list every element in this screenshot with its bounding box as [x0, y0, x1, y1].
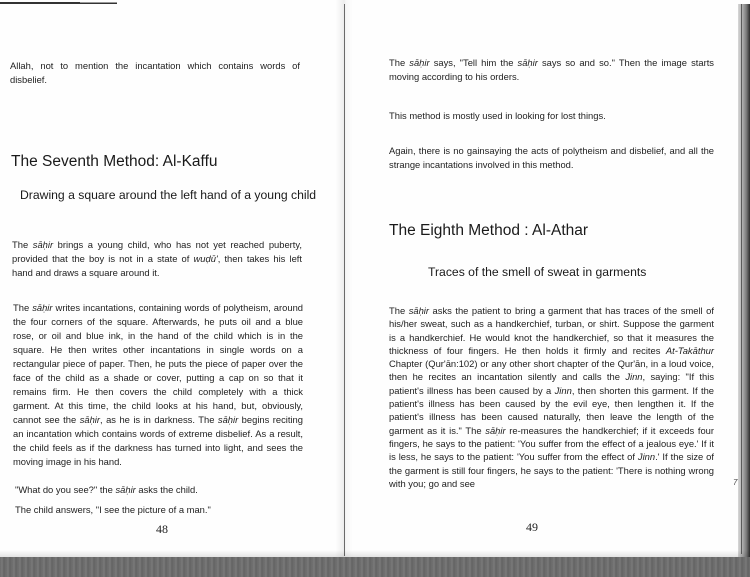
- page-edge: [741, 4, 742, 554]
- paragraph-text: [12, 238, 302, 280]
- paragraph: [389, 109, 714, 123]
- text-run: , saying: "If this patient's illness has been caused by a: [389, 371, 715, 396]
- text-run: asks the patient to bring a garment that has traces of the smell of his/her sweat, such as a handkerchief, turban, or shirt. Suppose the garment is a handkerchief. He would knot the handkerchief, so that it measures the thickness of four fingers. He then holds it firmly and recites: [389, 305, 714, 356]
- section-heading: The Eighth Method : Al-Athar: [389, 222, 589, 239]
- text-run: says so and so." Then the image starts moving according to his orders.: [389, 57, 714, 82]
- italic-term: At-Takāthur: [665, 344, 714, 356]
- page-number: 49: [526, 520, 538, 534]
- paragraph: [15, 503, 305, 517]
- paragraph: [12, 238, 302, 280]
- text-run: This method is mostly used in looking for lost things.: [389, 110, 606, 121]
- section-subheading: Traces of the smell of sweat in garments: [428, 265, 647, 279]
- text-run: re-measures the handkerchief; if it exceeds four fingers, he says to the patient: 'You suffer from the effect of a jealous eye.' If it is less, he says to the patient: 'You suffer from the effect of: [389, 424, 714, 463]
- italic-term: sāḥir: [79, 414, 101, 425]
- top-rule-thin: [80, 2, 117, 3]
- paragraph: [389, 144, 714, 172]
- text-run: Chapter (Qur'ān:102) or any other short chapter of the Qur'ān, in a loud voice, then he recites an incantation silently and calls the: [389, 358, 714, 383]
- text-run: "What do you see?" the: [15, 484, 116, 495]
- italic-term: sāḥir: [485, 424, 506, 436]
- italic-term: Jinn: [625, 371, 643, 383]
- scanner-bed: [0, 557, 750, 577]
- text-run: asks the child.: [135, 484, 198, 495]
- paragraph-text: [389, 109, 714, 123]
- paragraph-text: [13, 301, 303, 469]
- paragraph-text: [389, 56, 714, 84]
- italic-term: sāḥir: [115, 484, 136, 495]
- paragraph-text: [389, 304, 714, 490]
- text-run: The child answers, "I see the picture of a man.": [15, 504, 211, 515]
- page-edge-shadow: [738, 4, 750, 577]
- text-run: writes incantations, containing words of polytheism, around the four corners of the square. Afterwards, he puts oil and a blue rose, or oil and blue ink, in the hand of the child which is in the square. He then writes other incantations in single words on a rectangular piece of paper. Then, he puts the piece of paper over the face of the child as a shade or cover, putting a cap on so that it remains firm. He then covers the child completely with a thick garment. At this time, the child looks at his hand, but, obviously, cannot see the: [13, 302, 303, 425]
- italic-term: Jinn: [554, 384, 572, 396]
- text-run: brings a young child, who has not yet reached puberty, provided that the boy is not in a state of: [12, 239, 302, 264]
- text-run: The: [389, 57, 410, 68]
- text-run: Allah, not to mention the incantation which contains words of disbelief.: [10, 60, 300, 85]
- paragraph: [13, 301, 303, 469]
- text-run: The: [12, 239, 33, 250]
- paragraph: [10, 59, 300, 87]
- italic-term: wuḍū': [193, 253, 218, 264]
- margin-mark: 7: [733, 478, 738, 487]
- text-run: .' If the size of the garment is still four fingers, he says to the patient: 'There is nothing wrong with you; go and see: [389, 451, 714, 489]
- paragraph: [15, 483, 305, 497]
- page-number: 48: [156, 522, 168, 536]
- italic-term: sāḥir: [517, 57, 538, 68]
- italic-term: sāḥir: [217, 414, 239, 425]
- italic-term: sāḥir: [32, 239, 54, 250]
- italic-term: sāḥir: [408, 305, 430, 316]
- text-run: Again, there is no gainsaying the acts of polytheism and disbelief, and all the strange incantations involved in this method.: [389, 145, 714, 170]
- paragraph-text: [10, 59, 300, 87]
- section-heading: The Seventh Method: Al-Kaffu: [11, 153, 218, 170]
- text-run: The: [13, 302, 33, 313]
- text-run: says, "Tell him the: [429, 57, 518, 68]
- section-subheading: Drawing a square around the left hand of a young child: [20, 188, 317, 202]
- text-run: , as he is in darkness. The: [100, 414, 218, 425]
- paragraph-text: [15, 503, 305, 517]
- text-run: , then shorten this garment. If the patient's illness has been caused by the evil eye, then lengthen it. If the patient's illness has been caused naturally, then leave the length of the garment as it is." The: [389, 384, 714, 436]
- paragraph-text: [15, 483, 305, 497]
- italic-term: sāḥir: [409, 57, 430, 68]
- paragraph: [389, 56, 714, 84]
- italic-term: sāḥir: [32, 302, 53, 313]
- text-run: The: [389, 305, 409, 316]
- text-run: , then takes his left hand and draws a square around it.: [12, 253, 302, 278]
- paragraph: [389, 304, 714, 490]
- text-run: begins reciting an incantation which contains words of extreme disbelief. As a result, the child feels as if the darkness has turned into light, and sees the moving image in his hand.: [13, 414, 303, 467]
- paragraph-text: [389, 144, 714, 172]
- book-spine: [344, 4, 345, 556]
- italic-term: Jinn: [637, 451, 656, 463]
